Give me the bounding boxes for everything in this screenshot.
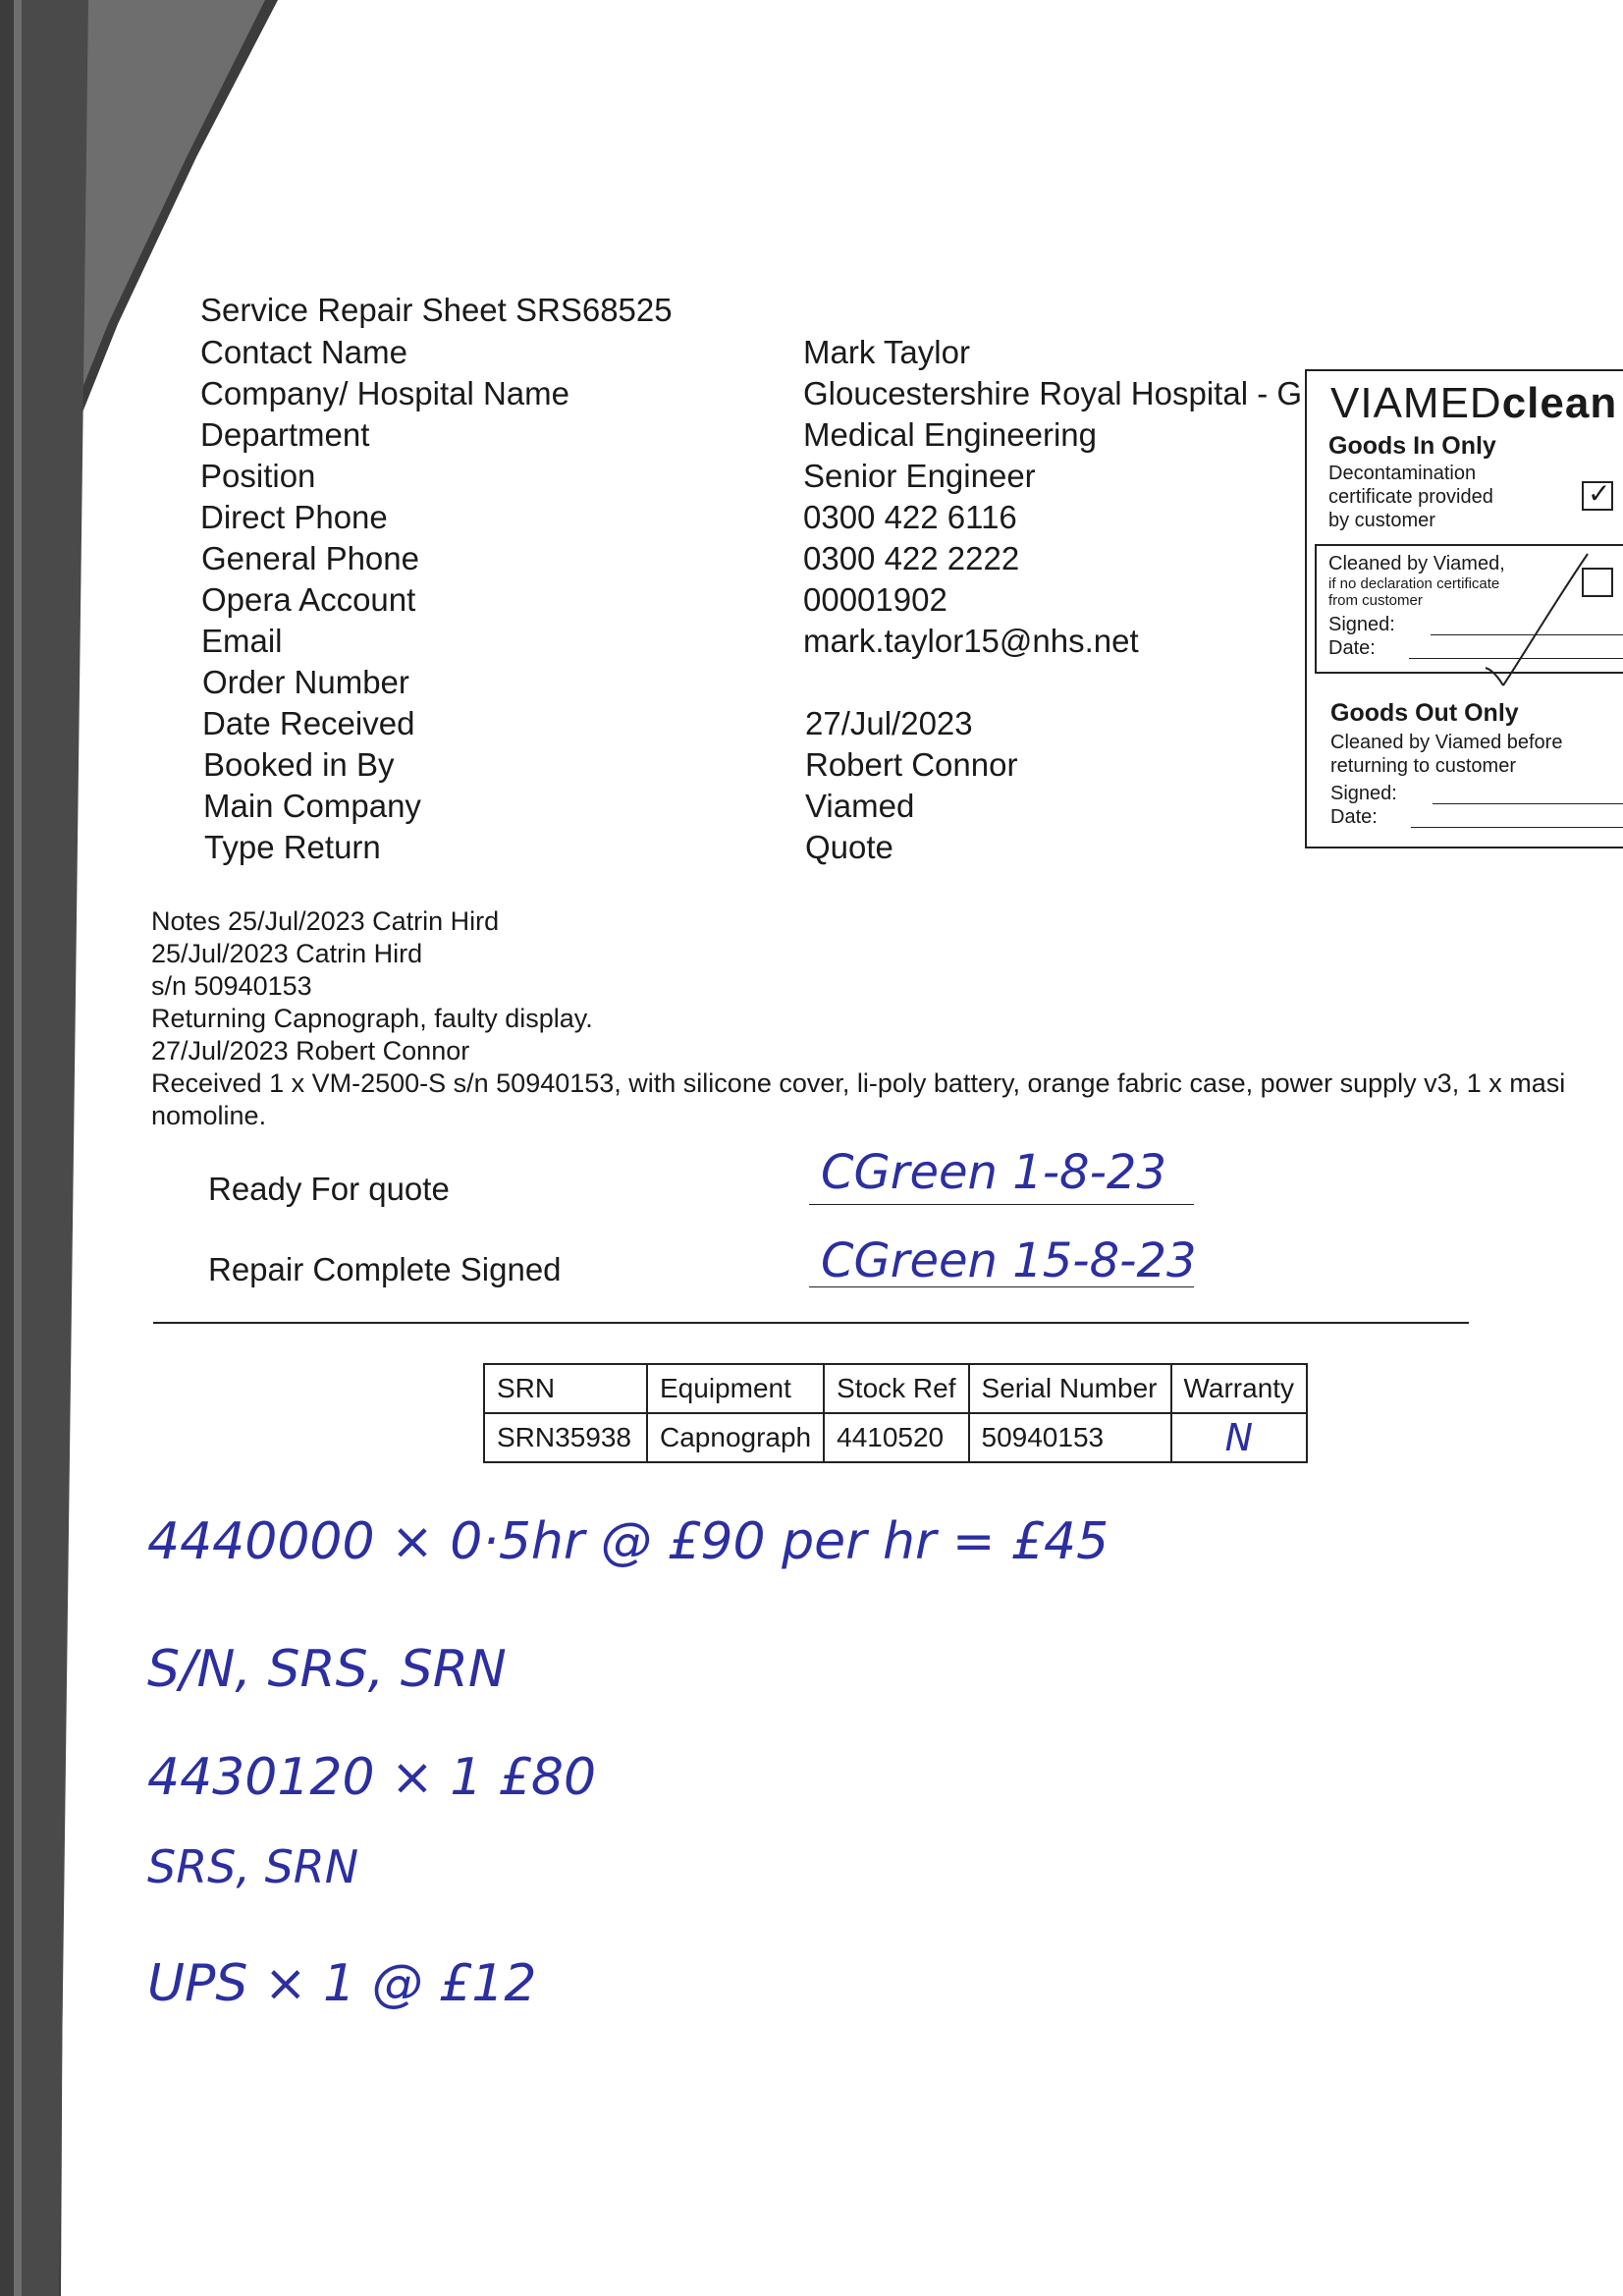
col-header-stock-ref: Stock Ref (824, 1364, 968, 1413)
col-header-equipment: Equipment (647, 1364, 824, 1413)
equipment-table (483, 1363, 1308, 1463)
repair-complete-label: Repair Complete Signed (208, 1251, 562, 1287)
field-label: Company/ Hospital Name (200, 375, 569, 411)
repair-complete-signature: CGreen 15-8-23 (821, 1233, 1197, 1288)
page-title: Service Repair Sheet SRS68525 (200, 292, 673, 328)
note-line: Returning Capnograph, faulty display. (151, 1004, 593, 1033)
field-value: Gloucestershire Royal Hospital - G (803, 375, 1303, 411)
goods-in-title: Goods In Only (1328, 432, 1496, 460)
cell-warranty (1171, 1413, 1308, 1462)
field-value: Mark Taylor (803, 334, 970, 370)
goods-out-signed: Signed: (1330, 783, 1397, 804)
cleaned-title: Cleaned by Viamed, (1328, 553, 1505, 574)
decon-line: Decontamination (1328, 463, 1477, 484)
field-value: Senior Engineer (803, 458, 1036, 494)
field-label: Main Company (203, 788, 421, 824)
goods-out-signed-line (1433, 803, 1623, 804)
decon-checkmark: ✓ (1588, 478, 1611, 509)
table-row (484, 1413, 1307, 1462)
field-value: mark.taylor15@nhs.net (803, 623, 1139, 659)
field-label: Order Number (202, 664, 409, 700)
field-label: Email (201, 623, 283, 659)
stamp-brand-bold: clean (1501, 379, 1618, 427)
handwritten-note: 4440000 × 0·5hr @ £90 per hr = £45 (147, 1512, 1109, 1571)
field-label: Opera Account (201, 581, 416, 618)
signed-label: Signed: (1328, 614, 1395, 635)
handwritten-note: 4430120 × 1 £80 (147, 1748, 597, 1807)
field-value: Medical Engineering (803, 416, 1098, 453)
cell-srn: SRN35938 (484, 1413, 647, 1462)
stamp-brand-light: VIAMED (1330, 379, 1502, 427)
field-label: Contact Name (200, 334, 407, 370)
field-label: Direct Phone (200, 499, 388, 535)
col-header-warranty: Warranty (1171, 1364, 1308, 1413)
goods-out-line: returning to customer (1330, 755, 1516, 777)
warranty-handwritten: N (1224, 1416, 1253, 1459)
field-label: Department (200, 416, 370, 453)
table-header-row (484, 1364, 1307, 1413)
handwritten-note: S/N, SRS, SRN (147, 1640, 507, 1699)
field-label: Booked in By (203, 746, 395, 783)
ready-for-quote-signature: CGreen 1-8-23 (821, 1145, 1166, 1200)
handwritten-note: UPS × 1 @ £12 (147, 1954, 537, 2013)
goods-out-date-line (1411, 827, 1623, 828)
section-divider (153, 1322, 1469, 1324)
field-label: Position (200, 458, 316, 494)
field-value: 0300 422 2222 (803, 540, 1020, 576)
note-line: 25/Jul/2023 Catrin Hird (151, 939, 423, 968)
note-line: s/n 50940153 (151, 971, 312, 1001)
goods-out-date: Date: (1330, 806, 1378, 828)
date-label: Date: (1328, 637, 1376, 659)
field-label: Date Received (202, 705, 415, 741)
notes-block (151, 905, 1565, 1132)
field-value: Quote (805, 829, 893, 865)
field-value: Viamed (805, 788, 915, 824)
field-label: General Phone (201, 540, 419, 576)
cell-stock-ref: 4410520 (824, 1413, 968, 1462)
goods-out-title: Goods Out Only (1330, 699, 1519, 727)
col-header-srn: SRN (484, 1364, 647, 1413)
col-header-serial-number: Serial Number (969, 1364, 1171, 1413)
note-line: Received 1 x VM-2500-S s/n 50940153, with silicone cover, li-poly battery, orange fabric case, power supply v3, 1 x masi (151, 1068, 1566, 1098)
viamed-clean-stamp (1305, 369, 1623, 848)
decon-checkbox (1582, 478, 1613, 511)
decon-line: by customer (1328, 510, 1435, 531)
repair-complete-line (809, 1286, 1194, 1287)
field-value: 27/Jul/2023 (805, 705, 973, 741)
cleaned-sub: from customer (1328, 592, 1423, 609)
stamp-brand (1330, 379, 1617, 428)
cell-serial-number: 50940153 (969, 1413, 1171, 1462)
ready-for-quote-line (809, 1204, 1194, 1205)
field-value: Robert Connor (805, 746, 1018, 783)
note-line: nomoline. (151, 1101, 267, 1130)
handwritten-slash-mark (1480, 548, 1597, 695)
ready-for-quote-label: Ready For quote (208, 1171, 450, 1207)
cleaned-sub: if no declaration certificate (1328, 575, 1500, 592)
field-value: 00001902 (803, 581, 947, 618)
field-value: 0300 422 6116 (803, 499, 1017, 535)
goods-out-line: Cleaned by Viamed before (1330, 732, 1563, 753)
handwritten-note: SRS, SRN (147, 1840, 359, 1893)
cell-equipment: Capnograph (647, 1413, 824, 1462)
field-label: Type Return (204, 829, 381, 865)
note-line: Notes 25/Jul/2023 Catrin Hird (151, 906, 500, 936)
decon-line: certificate provided (1328, 486, 1493, 508)
note-line: 27/Jul/2023 Robert Connor (151, 1036, 470, 1066)
